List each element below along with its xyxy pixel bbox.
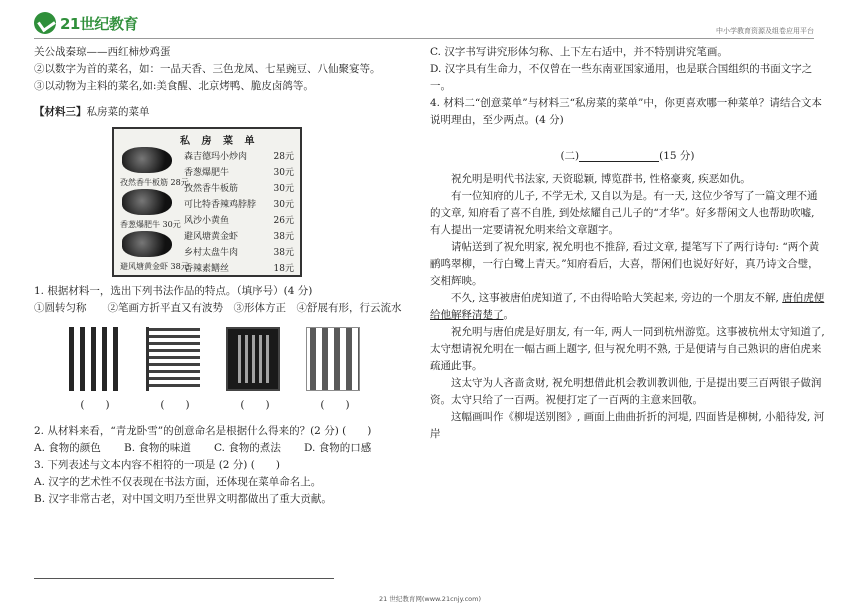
- menu-dish: 避风塘黄金虾: [184, 232, 239, 242]
- calligraphy-samples: [66, 327, 404, 391]
- dish-photo-label: 孜然香牛板筋 28元: [120, 178, 189, 187]
- material3-heading: [34, 104, 404, 121]
- passage-text: 。: [503, 309, 514, 321]
- menu-image: [112, 127, 302, 277]
- passage-text: 不久, 这事被唐伯虎知道了, 不由得哈哈大笑起来, 旁边的一个朋友不解,: [451, 292, 783, 304]
- calligraphy-sample-3: [226, 327, 280, 391]
- section-score: (15 分): [659, 150, 695, 162]
- number-dish-line: ②以数字为首的菜名，如：一品天香、三色龙凤、七星豌豆、八仙聚宴等。: [34, 63, 381, 75]
- calligraphy-sample-4: [306, 327, 360, 391]
- passage-paragraph-5: 祝允明与唐伯虎是好朋友, 有一年, 两人一同到杭州游览。这事被杭州太守知道了, 太守想请祝允明在一幅古画上题字, 但与祝允明不熟, 于是便请与自己熟识的唐伯虎来疏通此事。: [430, 326, 825, 372]
- menu-price: 26元: [273, 216, 294, 226]
- menu-price: 28元: [273, 152, 294, 162]
- menu-dish: 孜然香牛板筋: [184, 184, 239, 194]
- menu-price: 18元: [273, 264, 294, 274]
- question-3-option-b: B. 汉字非常古老，对中国文明乃至世界文明都做出了重大贡献。: [34, 493, 332, 505]
- passage-paragraph-1: 祝允明是明代书法家, 天资聪颖, 博览群书, 性格豪爽, 疾恶如仇。: [451, 173, 751, 185]
- menu-price: 30元: [273, 200, 294, 210]
- question-3-option-d: D. 汉字具有生命力，不仅曾在一些东南亚国家通用，也是联合国组织的书面文字之一。: [430, 63, 813, 92]
- menu-dish: 可比特香辣鸡脖脖: [184, 200, 257, 210]
- answer-blanks: [68, 397, 404, 414]
- left-column: [34, 44, 404, 508]
- menu-price: 38元: [273, 248, 294, 258]
- menu-dish: 香葱爆肥牛: [184, 168, 230, 178]
- dish-photo: [122, 189, 172, 215]
- underlined-sentence: 唐伯虎便给他解释清楚了: [430, 292, 825, 321]
- question-2-options: [34, 440, 404, 457]
- answer-blank[interactable]: ( ): [160, 399, 190, 411]
- passage-paragraph-2: 有一位知府的儿子, 不学无术, 又自以为是。有一天, 这位少爷写了一篇文理不通的文章, 知府看了喜不自胜, 到处炫耀自己儿子的“才华”。好多帮闲文人也帮助吹嘘, 有人提出一定要请祝允明来给文章题字。: [430, 190, 818, 236]
- option-a: A. 食物的颜色: [34, 442, 101, 454]
- passage-paragraph-4: [430, 290, 825, 324]
- page-header: [0, 0, 860, 44]
- right-column: [430, 44, 825, 443]
- dish-photo: [122, 231, 172, 257]
- menu-price: 38元: [273, 232, 294, 242]
- header-platform-text: 中小学教育资源及组卷应用平台: [716, 27, 814, 35]
- question-1-options: ①圆转匀称 ②笔画方折平直又有波势 ③形体方正 ④舒展有形，行云流水: [34, 302, 402, 314]
- passage-paragraph-6: 这太守为人吝啬贪财, 祝允明想借此机会教训教训他, 于是提出要三百两银子做润资。太守只给了一百两。祝便打定了一百两的主意来回敬。: [430, 377, 822, 406]
- logo-text: 21世纪教育: [60, 14, 138, 33]
- option-d: D. 食物的口感: [304, 442, 372, 454]
- menu-dish: 乡村太盘牛肉: [184, 248, 239, 258]
- menu-dish: 香辣素鳝丝: [184, 264, 230, 274]
- menu-dish: 森吉德玛小炒肉: [184, 152, 248, 162]
- calligraphy-sample-1: [66, 327, 120, 391]
- dish-photo: [122, 147, 172, 173]
- question-4: 4. 材料二“创意菜单”与材料三“私房菜的菜单”中，你更喜欢哪一种菜单？请结合文本说明理由，至少两点。(4 分): [430, 97, 822, 126]
- footer-divider: [34, 578, 334, 579]
- menu-dish: 风沙小黄鱼: [184, 216, 230, 226]
- question-3-option-c: C. 汉字书写讲究形体匀称、上下左右适中，并不特别讲究笔画。: [430, 46, 728, 58]
- menu-example-line: 关公战秦琼——西红柿炒鸡蛋: [34, 46, 171, 58]
- question-2: 2. 从材料来看，“青龙卧雪”的创意命名是根据什么得来的？(2 分) ( ): [34, 425, 372, 437]
- menu-price: 30元: [273, 184, 294, 194]
- menu-price: 30元: [273, 168, 294, 178]
- dish-photo-label: 香葱爆肥牛 30元: [120, 220, 181, 229]
- logo: [34, 10, 138, 36]
- section-number: (二): [560, 150, 580, 162]
- material3-label: 【材料三】: [34, 106, 87, 118]
- option-c: C. 食物的煮法: [214, 442, 281, 454]
- material3-title: 私房菜的菜单: [86, 106, 150, 118]
- title-blank[interactable]: [579, 150, 659, 162]
- header-divider: [34, 38, 814, 39]
- question-3: 3. 下列表述与文本内容不相符的一项是 (2 分) ( ): [34, 459, 280, 471]
- page-footer: 21 世纪教育网(www.21cnjy.com): [379, 595, 481, 603]
- passage-paragraph-7: 这幅画叫作《柳堤送别图》, 画面上曲曲折折的河堤, 四面皆是柳树, 小船待发, 河岸: [430, 411, 825, 440]
- question-3-option-a: A. 汉字的艺术性不仅表现在书法方面，还体现在菜单命名上。: [34, 476, 322, 488]
- passage-paragraph-3: 请帖送到了祝允明家, 祝允明也不推辞, 看过文章, 提笔写下了两行诗句: “两个黄鹂鸣翠柳，一行白鹭上青天。”知府看后，大喜，帮闲们也说好好好，真乃诗文合璧，交相辉映。: [430, 241, 820, 287]
- answer-blank[interactable]: ( ): [240, 399, 270, 411]
- animal-dish-line: ③以动物为主料的菜名,如:美食醒、北京烤鸭、脆皮卤鸽等。: [34, 80, 314, 92]
- calligraphy-sample-2: [146, 327, 200, 391]
- answer-blank[interactable]: ( ): [320, 399, 350, 411]
- option-b: B. 食物的味道: [124, 442, 191, 454]
- section-two-title: [430, 148, 825, 165]
- dish-photo-label: 避风塘黄金虾 38元: [120, 262, 189, 271]
- answer-blank[interactable]: ( ): [80, 399, 110, 411]
- menu-title: 私 房 菜 单: [180, 136, 259, 147]
- question-1: 1. 根据材料一，选出下列书法作品的特点。（填序号）(4 分): [34, 285, 313, 297]
- logo-icon: [34, 12, 56, 34]
